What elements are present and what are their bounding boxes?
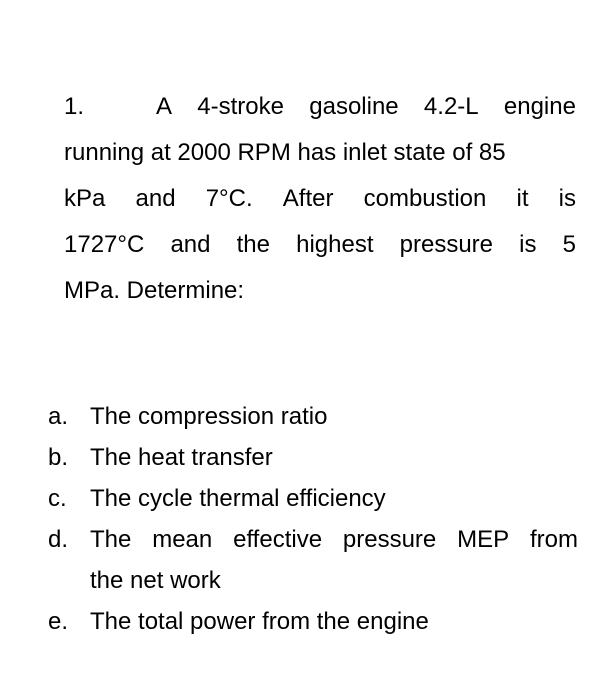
word: 7°C. xyxy=(205,185,253,212)
word: MEP xyxy=(457,526,510,553)
problem-number: 1. xyxy=(64,93,85,120)
question-part-e xyxy=(48,601,578,642)
part-letter: b. xyxy=(48,444,69,471)
part-text-line-2: the net work xyxy=(90,567,221,594)
word: 5 xyxy=(562,231,576,258)
word: is xyxy=(558,185,576,212)
word: highest xyxy=(296,231,374,258)
problem-line-1 xyxy=(64,84,576,130)
word: 4-stroke xyxy=(197,93,284,120)
part-text: The total power from the engine xyxy=(90,608,429,635)
question-part-d xyxy=(48,519,578,601)
word: pressure xyxy=(342,526,437,553)
word: it xyxy=(516,185,529,212)
word: kPa xyxy=(64,185,106,212)
word: A xyxy=(156,93,173,120)
word: combustion xyxy=(363,185,487,212)
problem-line-5: MPa. Determine: xyxy=(64,277,245,304)
word: effective xyxy=(233,526,323,553)
part-text-line-1 xyxy=(90,519,578,560)
problem-line-2: running at 2000 RPM has inlet state of 85 xyxy=(64,139,506,166)
word: and xyxy=(135,185,176,212)
word: mean xyxy=(152,526,213,553)
problem-line-3 xyxy=(64,176,576,222)
word: gasoline xyxy=(309,93,399,120)
word: The xyxy=(90,526,132,553)
word: engine xyxy=(503,93,576,120)
part-text: The heat transfer xyxy=(90,444,273,471)
part-letter: e. xyxy=(48,608,69,635)
word: the xyxy=(236,231,270,258)
word: 4.2-L xyxy=(423,93,479,120)
part-letter: a. xyxy=(48,403,69,430)
part-letter: d. xyxy=(48,526,69,553)
part-text-block xyxy=(90,519,578,601)
part-text: The compression ratio xyxy=(90,403,328,430)
problem-statement xyxy=(64,84,576,314)
word: After xyxy=(282,185,334,212)
problem-line-4 xyxy=(64,222,576,268)
part-letter: c. xyxy=(48,485,67,512)
word: pressure xyxy=(399,231,494,258)
question-part-b xyxy=(48,437,578,478)
part-text: The cycle thermal efficiency xyxy=(90,485,386,512)
question-part-a xyxy=(48,396,578,437)
word: is xyxy=(519,231,537,258)
word: and xyxy=(170,231,211,258)
question-parts-list xyxy=(48,396,578,642)
word: from xyxy=(529,526,578,553)
question-part-c xyxy=(48,478,578,519)
word: 1727°C xyxy=(64,231,145,258)
